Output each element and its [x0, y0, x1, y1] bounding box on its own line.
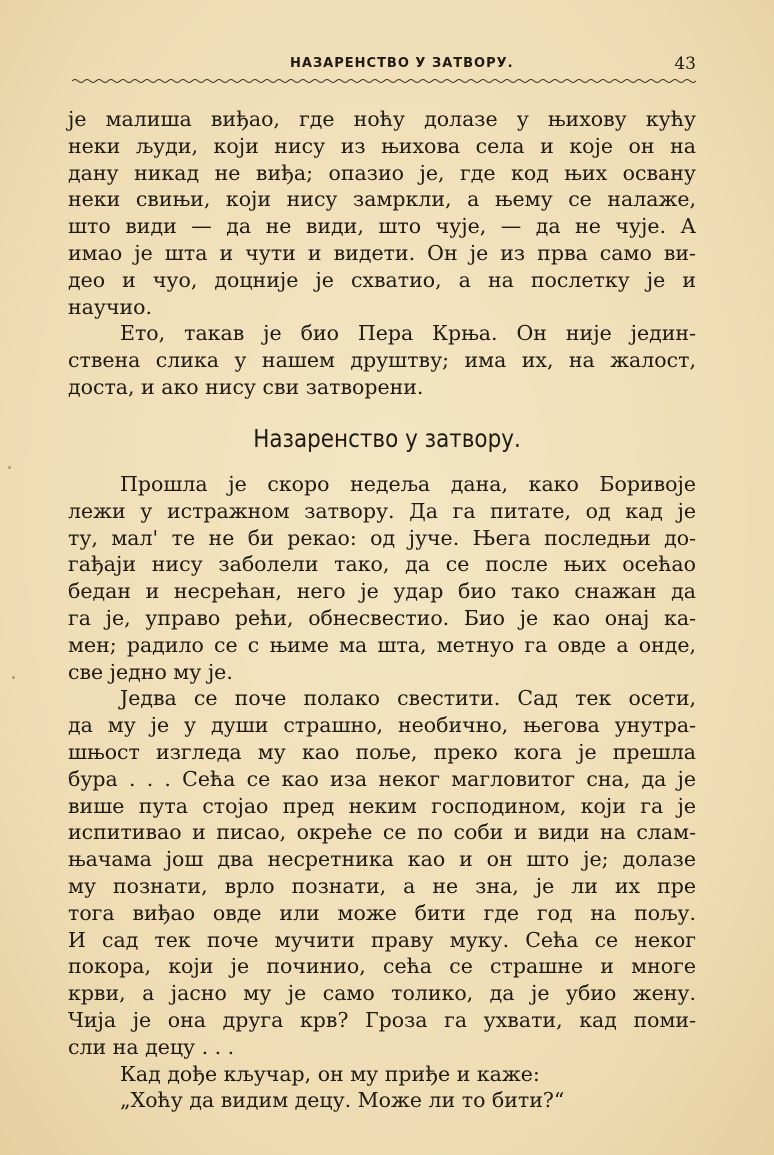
text-line: имао је шта и чути и видети. Он је из прва само ви- [68, 240, 696, 265]
text-line: ту, мал' те не би рекао: од јуче. Њега последњи до- [68, 525, 696, 550]
text-line: И сад тек поче мучити праву муку. Сећа се неког [68, 927, 696, 952]
text-line: неки свињи, који нису замркли, а њему се налаже, [68, 187, 696, 212]
text-line: сли на децу . . . [68, 1034, 235, 1059]
text-line: више пута стојао пред неким господином, који га је [68, 793, 696, 818]
text-line: бедан и несрећан, него је удар био тако снажан да [68, 579, 696, 604]
text-line: Чија је она друга крв? Гроза га ухвати, кад поми- [68, 1007, 696, 1032]
section-heading: Назаренство у затвору. [253, 424, 521, 453]
text-line: дану никад не виђа; опазио је, где код њих освану [68, 160, 696, 185]
paragraph-block-2 [68, 471, 696, 1114]
text-line: Кад дође кључар, он му приђе и каже: [120, 1061, 540, 1086]
text-line: крви, а јасно му је само толико, да је убио жену. [68, 981, 696, 1006]
text-line: све једно му је. [68, 659, 233, 684]
paragraph-block-1 [68, 106, 696, 401]
text-line: бура . . . Сећа се као иза неког магловитог сна, да је [68, 766, 696, 791]
text-line: мен; радило се с њиме ма шта, метнуо га овде а онде, [68, 632, 696, 657]
text-line: што види — да не види, што чује, — да не чује. А [68, 214, 696, 239]
text-line: неки људи, који нису из њихова села и које он на [68, 133, 696, 158]
header-wavy-rule [72, 78, 696, 84]
text-line: му познати, врло познати, а не зна, је ли их пре [68, 873, 696, 898]
text-line: део и чуо, доцније је схватио, а на послетку је и [68, 267, 696, 292]
page-number: 43 [674, 54, 696, 74]
text-line: је малиша виђао, где ноћу долазе у њихову кућу [68, 107, 696, 131]
paper-speck [12, 676, 15, 679]
text-line: да му је у души страшно, необично, његова унутра- [68, 713, 696, 738]
running-title: НАЗАРЕНСТВО У ЗАТВОРУ. [290, 56, 514, 71]
text-line: Једва се поче полако свестити. Сад тек осети, [120, 686, 696, 711]
text-line: шњост изгледа му као поље, преко кога је прешла [68, 739, 696, 764]
text-line: покора, који је починио, сећа се страшне и многе [68, 954, 696, 979]
page-header [70, 54, 696, 78]
text-line: гађаји нису заболели тако, да се после њих осећао [68, 552, 696, 577]
text-line: тога виђао овде или може бити где год на пољу. [68, 900, 696, 925]
text-line: доста, и ако нису сви затворени. [68, 374, 424, 399]
text-line: „Хоћу да видим децу. Може ли то бити?“ [120, 1088, 565, 1113]
text-line: испитивао и писао, окреће се по соби и види на слам- [68, 820, 696, 845]
text-line: га је, управо рећи, обнесвестио. Био је као онај ка- [68, 605, 696, 630]
text-line: Прошла је скоро недеља дана, како Боривоје [120, 472, 696, 496]
text-line: њачама још два несретника као и он што је; долазе [68, 847, 696, 872]
text-line: ствена слика у нашем друштву; има их, на жалост, [68, 348, 696, 373]
paper-speck [8, 466, 11, 469]
text-line: научио. [68, 294, 153, 319]
text-line: Ето, такав је био Пера Крња. Он није једин- [120, 321, 696, 346]
text-line: лежи у истражном затвору. Да га питате, од кад је [68, 498, 696, 523]
